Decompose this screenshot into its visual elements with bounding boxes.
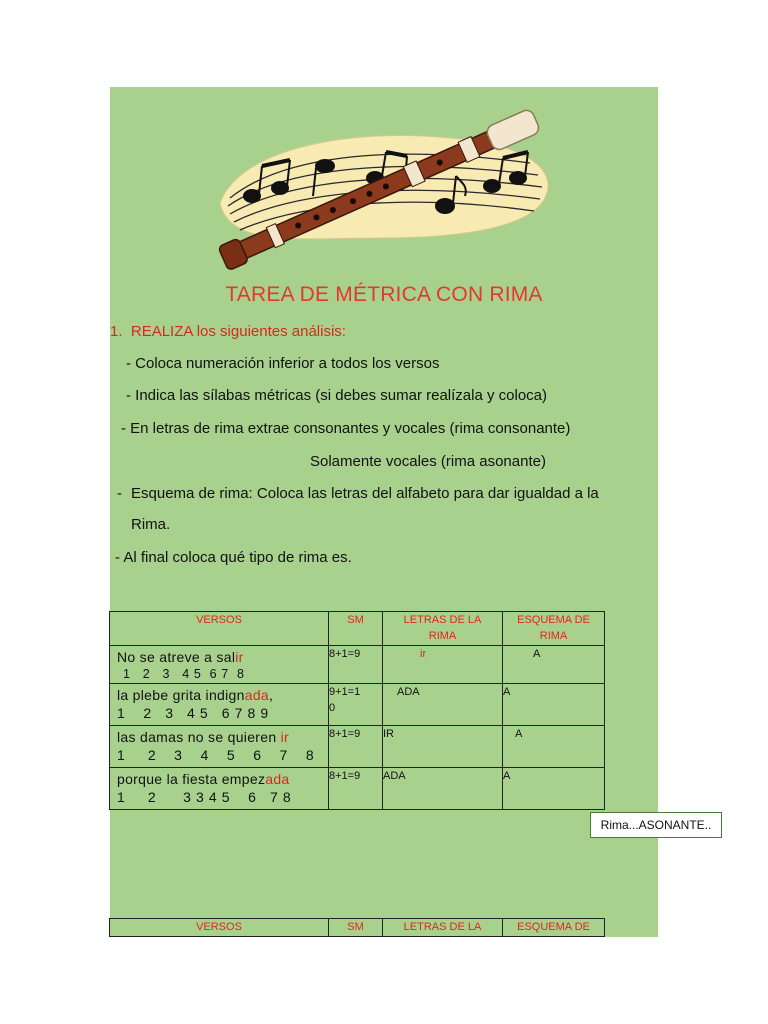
syllable-numbers: 1 2 3 3 4 5 6 7 8 bbox=[117, 789, 292, 805]
instruction-item: - En letras de rima extrae consonantes y vocales (rima consonante) bbox=[121, 420, 571, 437]
instruction-number: 1. bbox=[110, 323, 123, 340]
table-row bbox=[110, 646, 605, 684]
sm-cell: 8+1=9 bbox=[329, 768, 383, 810]
instruction-heading-text: REALIZA los siguientes análisis: bbox=[130, 323, 346, 340]
letras-cell: ir bbox=[383, 646, 503, 684]
esquema-cell: A bbox=[503, 768, 605, 810]
header-esquema: ESQUEMA DE bbox=[503, 919, 605, 937]
letras-cell: ADA bbox=[383, 684, 503, 726]
instruction-item: Solamente vocales (rima asonante) bbox=[310, 453, 546, 470]
metric-table bbox=[109, 611, 605, 810]
sm-cell: 8+1=9 bbox=[329, 646, 383, 684]
metric-table-2 bbox=[109, 918, 605, 937]
page-title: TAREA DE MÉTRICA CON RIMA bbox=[225, 283, 543, 306]
syllable-numbers: 1 2 3 4 5 6 7 8 bbox=[123, 667, 245, 681]
header-esquema: ESQUEMA DE RIMA bbox=[503, 612, 605, 646]
verse-rhyme: ada bbox=[265, 771, 290, 787]
letras-cell: IR bbox=[383, 726, 503, 768]
verse-cell bbox=[110, 684, 329, 726]
instruction-item: - Al final coloca qué tipo de rima es. bbox=[115, 549, 352, 566]
flute-music-notes-icon bbox=[200, 88, 560, 278]
verse-text: No se atreve a sal bbox=[117, 649, 236, 665]
sm-cell: 8+1=9 bbox=[329, 726, 383, 768]
header-letras: LETRAS DE LA RIMA bbox=[383, 612, 503, 646]
header-sm: SM bbox=[329, 612, 383, 646]
table-row bbox=[110, 684, 605, 726]
syllable-numbers: 1 2 3 4 5 6 7 8 bbox=[117, 747, 315, 763]
header-versos: VERSOS bbox=[110, 612, 329, 646]
instruction-item: - Coloca numeración inferior a todos los versos bbox=[126, 355, 440, 372]
verse-punct: , bbox=[269, 687, 274, 703]
verse-cell bbox=[110, 646, 329, 684]
instruction-item: Esquema de rima: Coloca las letras del alfabeto para dar igualdad a la bbox=[131, 485, 599, 502]
esquema-cell: A bbox=[503, 646, 605, 684]
instruction-item: - Indica las sílabas métricas (si debes sumar realízala y coloca) bbox=[126, 387, 547, 404]
instruction-dash: - bbox=[117, 485, 122, 502]
header-sm: SM bbox=[329, 919, 383, 937]
verse-cell bbox=[110, 768, 329, 810]
verse-text: las damas no se quieren bbox=[117, 729, 281, 745]
header-letras: LETRAS DE LA bbox=[383, 919, 503, 937]
verse-text: porque la fiesta empez bbox=[117, 771, 266, 787]
verse-rhyme: ir bbox=[280, 729, 290, 745]
instruction-item: Rima. bbox=[131, 516, 171, 533]
letras-cell: ADA bbox=[383, 768, 503, 810]
table-row bbox=[110, 726, 605, 768]
esquema-cell: A bbox=[503, 684, 605, 726]
verse-rhyme: ir bbox=[235, 649, 244, 665]
rima-result-box: Rima...ASONANTE.. bbox=[590, 812, 722, 838]
verse-cell bbox=[110, 726, 329, 768]
verse-rhyme: ada bbox=[244, 687, 269, 703]
table-header-row bbox=[110, 919, 605, 937]
verse-text: la plebe grita indign bbox=[117, 687, 245, 703]
table-row bbox=[110, 768, 605, 810]
table-header-row bbox=[110, 612, 605, 646]
header-versos: VERSOS bbox=[110, 919, 329, 937]
syllable-numbers: 1 2 3 4 5 6 7 8 9 bbox=[117, 705, 269, 721]
sm-cell: 9+1=1 0 bbox=[329, 684, 383, 726]
instruction-heading bbox=[110, 323, 346, 340]
esquema-cell: A bbox=[503, 726, 605, 768]
